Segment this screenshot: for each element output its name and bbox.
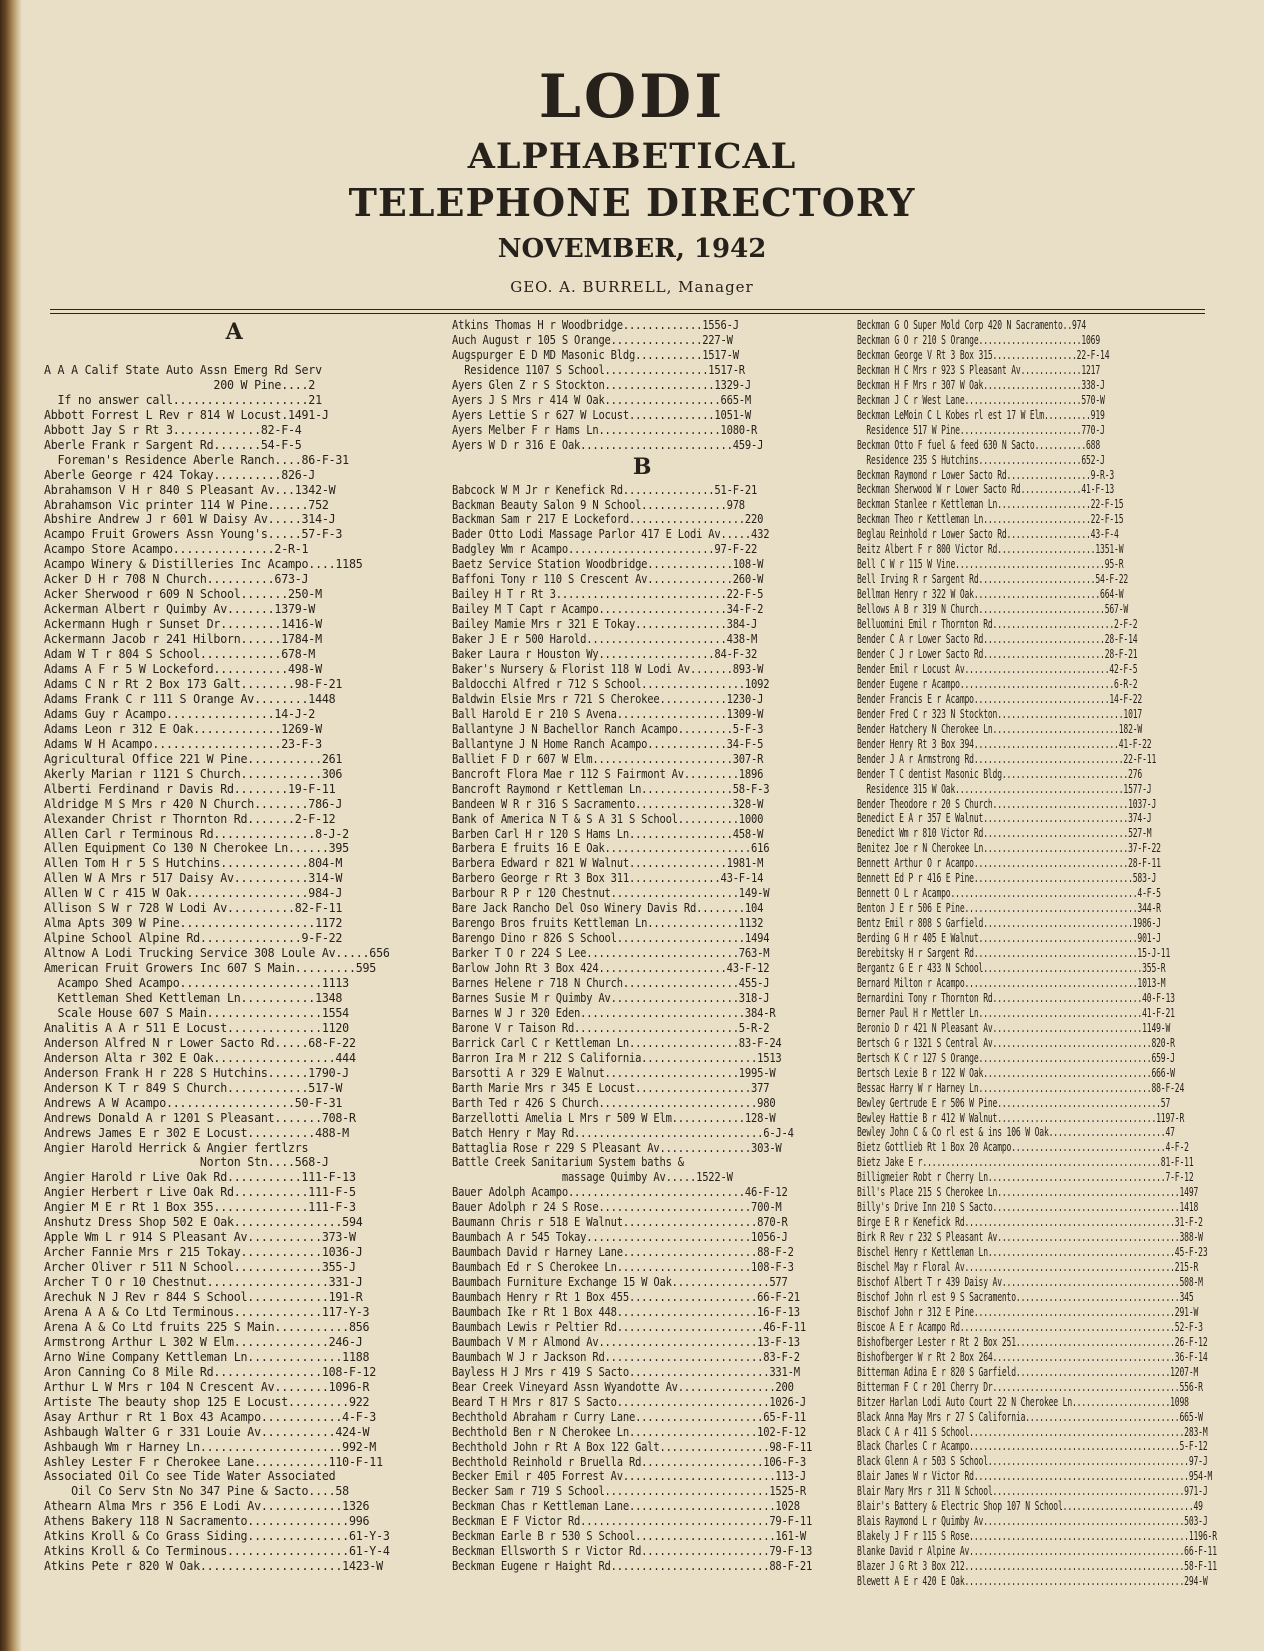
directory-entry: Billy's Drive Inn 210 S Sacto........................................1418 xyxy=(857,1200,1199,1215)
directory-entry: Bewley John C & Co rl est & ins 106 W Oak.........................47 xyxy=(857,1125,1175,1140)
directory-entry: Bender T C dentist Masonic Bldg...........................276 xyxy=(857,766,1143,781)
directory-subtitle-alphabetical: ALPHABETICAL xyxy=(467,136,797,177)
directory-entry: Athearn Alma Mrs r 356 E Lodi Av............1326 xyxy=(44,1499,370,1514)
directory-entry: Berding G H r 405 E Walnut..................................901-J xyxy=(857,931,1161,946)
directory-entry: Acker D H r 708 N Church..........673-J xyxy=(44,572,309,587)
directory-entry: Battle Creek Sanitarium System baths & xyxy=(452,1155,684,1170)
directory-entry: Auch August r 105 S Orange...............227-W xyxy=(452,332,733,347)
directory-entry: If no answer call....................21 xyxy=(44,392,322,407)
directory-entry: Allen Equipment Co 130 N Cherokee Ln......395 xyxy=(44,841,349,856)
directory-entry: Bechthold Ben r N Cherokee Ln.....................102-F-12 xyxy=(452,1424,806,1439)
directory-entry: Asay Arthur r Rt 1 Box 43 Acampo............4-F-3 xyxy=(44,1409,377,1424)
directory-entry: Bauer Adolph Acampo.............................46-F-12 xyxy=(452,1185,788,1200)
directory-entry: Residence 1107 S School.................1517-R xyxy=(452,362,745,377)
directory-entry: Bechthold Abraham r Curry Lane.....................65-F-11 xyxy=(452,1409,806,1424)
directory-entry: Agricultural Office 221 W Pine...........261 xyxy=(44,751,343,766)
directory-entry: Bechthold John r Rt A Box 122 Galt..................98-F-11 xyxy=(452,1439,813,1454)
directory-entry: Bischof Albert T r 439 Daisy Av......................................508-M xyxy=(857,1275,1203,1289)
directory-entry: Residence 235 S Hutchins......................652-J xyxy=(857,452,1105,467)
directory-entry: Ball Harold E r 210 S Avena..................1309-W xyxy=(452,706,764,721)
directory-entry: Ballantyne J N Home Ranch Acampo.............34-F-5 xyxy=(452,736,764,751)
directory-entry: Anderson Frank H r 228 S Hutchins......1790-J xyxy=(44,1065,349,1080)
directory-entry: Barnes Helene r 718 N Church...................455-J xyxy=(452,976,770,991)
directory-entry: Foreman's Residence Aberle Ranch....86-F-31 xyxy=(44,452,349,467)
directory-entry: A A A Calif State Auto Assn Emerg Rd Serv xyxy=(44,362,322,377)
directory-entry: Baumbach Ike r Rt 1 Box 448.......................16-F-13 xyxy=(452,1305,800,1319)
directory-entry: Adams W H Acampo...................23-F-3 xyxy=(44,736,322,751)
directory-entry: Atkins Kroll & Co Terminous..................61-Y-4 xyxy=(44,1544,390,1559)
directory-entry: Adams Guy r Acampo................14-J-2 xyxy=(44,706,316,721)
directory-entry: Ballantyne J N Bachellor Ranch Acampo.........5-F-3 xyxy=(452,721,764,736)
directory-entry: Bennett Ed P r 416 E Pine..................................583-J xyxy=(857,871,1157,886)
directory-entry: Bennett Arthur O r Acampo.................................28-F-11 xyxy=(857,856,1161,871)
directory-entry: Black Charles C r Acampo.............................................5-F-12 xyxy=(857,1439,1208,1454)
directory-entry: Bessac Harry W r Harney Ln.....................................88-F-24 xyxy=(857,1080,1185,1095)
directory-entry: Allison S W r 728 W Lodi Av..........82-F-11 xyxy=(44,901,343,916)
directory-entry: Abbott Forrest L Rev r 814 W Locust.1491-J xyxy=(44,407,329,422)
directory-entry: Bewley Hattie B r 412 W Walnut..................................1197-R xyxy=(857,1110,1185,1125)
directory-entry: Bischof John rl est 9 S Sacramento...................................345 xyxy=(857,1289,1194,1304)
directory-entry: Ackermann Jacob r 241 Hilborn......1784-M xyxy=(44,632,322,647)
directory-title: LODI xyxy=(538,62,726,132)
directory-entry: Alpine School Alpine Rd...............9-F-22 xyxy=(44,931,343,946)
directory-entry: Altnow A Lodi Trucking Service 308 Loule Av.....656 xyxy=(44,946,390,961)
directory-entry: Barengo Bros fruits Kettleman Ln...............1132 xyxy=(452,916,764,931)
directory-entry: Allen W C r 415 W Oak..................984-J xyxy=(44,886,343,901)
directory-entry: Barbero George r Rt 3 Box 311...............43-F-14 xyxy=(452,871,764,886)
directory-column-2 xyxy=(452,318,874,1574)
directory-subtitle-telephone: TELEPHONE DIRECTORY xyxy=(348,180,916,225)
directory-entry: Baumbach Henry r Rt 1 Box 455.....................66-F-21 xyxy=(452,1290,800,1305)
directory-entry: Augspurger E D MD Masonic Bldg...........1517-W xyxy=(452,347,739,362)
directory-entry: Bennett O L r Acampo........................................4-F-5 xyxy=(857,886,1161,901)
directory-entry: Allen W A Mrs r 517 Daisy Av...........314-W xyxy=(44,871,343,886)
directory-entry: Acampo Fruit Growers Assn Young's.....57-F-3 xyxy=(44,527,343,542)
directory-entry: Beitz Albert F r 800 Victor Rd.....................1351-W xyxy=(857,542,1124,557)
directory-entry: Angier Harold Herrick & Angier fertlzrs xyxy=(44,1140,309,1155)
directory-entry: Scale House 607 S Main.................1554 xyxy=(44,1005,349,1020)
directory-entry: Bailey M T Capt r Acampo.....................34-F-2 xyxy=(452,602,764,617)
directory-entry: Beckman G O Super Mold Corp 420 N Sacramento..974 xyxy=(857,318,1087,332)
directory-entry: Artiste The beauty shop 125 E Locust.........922 xyxy=(44,1394,370,1409)
directory-entry: Atkins Kroll & Co Grass Siding...............61-Y-3 xyxy=(44,1529,390,1544)
directory-entry: Beckman H F Mrs r 307 W Oak.....................338-J xyxy=(857,377,1105,392)
directory-entry: Acker Sherwood r 609 N School.......250-M xyxy=(44,587,322,602)
directory-entry: Atkins Pete r 820 W Oak.....................1423-W xyxy=(44,1559,383,1574)
directory-entry: Bitterman F C r 201 Cherry Dr........................................556-R xyxy=(857,1379,1203,1394)
directory-entry: Bechthold Reinhold r Bruella Rd....................106-F-3 xyxy=(452,1454,806,1469)
directory-entry: Barker T O r 224 S Lee.........................763-M xyxy=(452,946,770,961)
directory-entry: Blair Mary Mrs r 311 N School.........................................971-J xyxy=(857,1484,1208,1499)
directory-entry: Beronio D r 421 N Pleasant Av................................1149-W xyxy=(857,1020,1171,1035)
directory-entry: Alberti Ferdinand r Davis Rd........19-F-11 xyxy=(44,781,336,796)
directory-entry: Bayless H J Mrs r 419 S Sacto.......................331-M xyxy=(452,1364,800,1379)
directory-entry: Bader Otto Lodi Massage Parlor 417 E Lodi Av.....432 xyxy=(452,527,770,542)
directory-entry: Billigmeier Robt r Cherry Ln......................................7-F-12 xyxy=(857,1170,1194,1185)
directory-entry: Barron Ira M r 212 S California...................1513 xyxy=(452,1050,782,1065)
directory-entry: Acampo Shed Acampo.....................1113 xyxy=(44,976,349,991)
directory-entry: Bietz Jake E r...................................................81-F-11 xyxy=(857,1155,1194,1170)
directory-entry: Archer Fannie Mrs r 215 Tokay............1036-J xyxy=(44,1245,363,1260)
directory-entry: Belluomini Emil r Thornton Rd..........................2-F-2 xyxy=(857,617,1138,632)
directory-entry: Beckman LeMoin C L Kobes rl est 17 W Elm..........919 xyxy=(857,407,1105,422)
directory-entry: Baumbach V M r Almond Av..........................13-F-13 xyxy=(452,1334,800,1349)
directory-entry: Ayers J S Mrs r 414 W Oak...................665-M xyxy=(452,392,752,407)
directory-entry: Angier Harold r Live Oak Rd...........111-F-13 xyxy=(44,1170,356,1185)
directory-entry: Bender Fred C r 323 N Stockton...........................1017 xyxy=(857,706,1143,721)
directory-entry: Backman Beauty Salon 9 N School..............978 xyxy=(452,497,745,512)
directory-entry: Baffoni Tony r 110 S Crescent Av..............260-W xyxy=(452,572,764,587)
directory-entry: Beckman Chas r Kettleman Lane........................1028 xyxy=(452,1499,800,1514)
directory-entry: Bernardini Tony r Thornton Rd................................40-F-13 xyxy=(857,990,1175,1005)
directory-entry: Barnes Susie M r Quimby Av.....................318-J xyxy=(452,990,770,1005)
directory-entry: Bertsch G r 1321 S Central Av..................................820-R xyxy=(857,1035,1175,1050)
directory-entry: Barlow John Rt 3 Box 424.....................43-F-12 xyxy=(452,961,770,976)
directory-entry: Arthur L W Mrs r 104 N Crescent Av........1096-R xyxy=(44,1379,370,1394)
directory-entry: Kettleman Shed Kettleman Ln...........1348 xyxy=(44,990,343,1005)
directory-entry: Bentz Emil r 808 S Garfield................................1986-J xyxy=(857,916,1161,931)
directory-entry: Archer Oliver r 511 N School.............355-J xyxy=(44,1260,356,1275)
directory-entry: Baumbach A r 545 Tokay...........................1056-J xyxy=(452,1230,788,1245)
manager-credit: GEO. A. BURRELL, Manager xyxy=(510,278,754,296)
directory-entry: Baker J E r 500 Harold.......................438-M xyxy=(452,632,758,647)
directory-entry: Bietz Gottlieb Rt 1 Box 20 Acampo.................................4-F-2 xyxy=(857,1140,1189,1155)
directory-entry: Barth Ted r 426 S Church..........................980 xyxy=(452,1095,776,1110)
directory-entry: Bertsch K C r 127 S Orange.....................................659-J xyxy=(857,1050,1175,1065)
directory-entry: Berebitsky H r Sargent Rd...................................15-J-11 xyxy=(857,946,1171,961)
directory-entry: Alma Apts 309 W Pine....................1172 xyxy=(44,916,343,931)
directory-entry: Ashbaugh Wm r Harney Ln.....................992-M xyxy=(44,1439,377,1454)
directory-entry: Bender Henry Rt 3 Box 394...............................41-F-22 xyxy=(857,736,1152,751)
directory-entry: Armstrong Arthur L 302 W Elm..............246-J xyxy=(44,1334,363,1349)
directory-entry: Anshutz Dress Shop 502 E Oak................594 xyxy=(44,1215,363,1230)
directory-entry: Ayers Glen Z r S Stockton..................1329-J xyxy=(452,377,752,392)
directory-entry: Allen Carl r Terminous Rd...............8-J-2 xyxy=(44,826,349,841)
directory-entry: Blais Raymond L r Quimby Av...........................................503-J xyxy=(857,1514,1208,1529)
directory-entry: Ayers W D r 316 E Oak.........................459-J xyxy=(452,437,764,452)
directory-entry: Bell Irving R r Sargent Rd.........................54-F-22 xyxy=(857,572,1129,587)
directory-entry: Adams C N r Rt 2 Box 173 Galt........98-F-21 xyxy=(44,676,343,691)
directory-entry: Beckman Eugene r Haight Rd..........................88-F-21 xyxy=(452,1559,813,1574)
directory-entry: Bitzer Harlan Lodi Auto Court 22 N Cherokee Ln.....................1098 xyxy=(857,1394,1189,1409)
directory-entry: Bancroft Raymond r Kettleman Ln...............58-F-3 xyxy=(452,781,770,796)
directory-date: NOVEMBER, 1942 xyxy=(497,234,767,264)
directory-entry: Bender C J r Lower Sacto Rd..........................28-F-21 xyxy=(857,646,1138,661)
directory-entry: Beckman George V Rt 3 Box 315..................22-F-14 xyxy=(857,347,1110,362)
directory-entry: Adam W T r 804 S School............678-M xyxy=(44,647,316,662)
directory-entry: Barbour R P r 120 Chestnut.....................149-W xyxy=(452,886,770,901)
directory-entry: Andrews Donald A r 1201 S Pleasant.......708-R xyxy=(44,1110,356,1125)
directory-entry: Bender Theodore r 20 S Church.............................1037-J xyxy=(857,796,1157,811)
directory-entry: Bender C A r Lower Sacto Rd..........................28-F-14 xyxy=(857,632,1138,647)
directory-entry: Batch Henry r May Rd...............................6-J-4 xyxy=(452,1125,794,1140)
directory-entry: Baldocchi Alfred r 712 S School.................1092 xyxy=(452,676,770,691)
directory-entry: Bare Jack Rancho Del Oso Winery Davis Rd........104 xyxy=(452,901,764,916)
directory-entry: Abshire Andrew J r 601 W Daisy Av.....314-J xyxy=(44,512,336,527)
directory-entry: Bellows A B r 319 N Church...........................567-W xyxy=(857,602,1129,617)
directory-entry: Baker's Nursery & Florist 118 W Lodi Av.......893-W xyxy=(452,662,764,677)
directory-entry: Black C A r 411 S School..............................................283-M xyxy=(857,1424,1208,1439)
directory-entry: Barben Carl H r 120 S Hams Ln.................458-W xyxy=(452,826,764,841)
directory-entry: Badgley Wm r Acampo........................97-F-22 xyxy=(452,542,758,557)
directory-entry: Beckman E F Victor Rd...............................79-F-11 xyxy=(452,1514,813,1529)
directory-entry: Bischel May r Floral Av.............................................215-R xyxy=(857,1260,1199,1275)
directory-entry: Baldwin Elsie Mrs r 721 S Cherokee...........1230-J xyxy=(452,691,764,706)
directory-entry: Beckman G O r 210 S Orange......................1069 xyxy=(857,332,1101,347)
directory-entry: Abrahamson Vic printer 114 W Pine......752 xyxy=(44,497,329,512)
directory-entry: Bewley Gertrude E r 506 W Pine...................................57 xyxy=(857,1095,1171,1110)
directory-entry: Blanke David r Alpine Av..............................................66-F-11 xyxy=(857,1544,1217,1559)
directory-entry: Angier M E r Rt 1 Box 355..............111-F-3 xyxy=(44,1200,356,1215)
directory-entry: Athens Bakery 118 N Sacramento...............996 xyxy=(44,1514,370,1529)
directory-entry: Balliet F D r 607 W Elm.......................307-R xyxy=(452,751,764,766)
directory-entry: Barth Marie Mrs r 345 E Locust...................377 xyxy=(452,1080,770,1095)
directory-entry: Bishofberger W r Rt 2 Box 264.......................................36-F-14 xyxy=(857,1349,1208,1364)
directory-entry: Black Anna May Mrs r 27 S California.................................665-W xyxy=(857,1409,1203,1424)
directory-entry: Ashbaugh Walter G r 331 Louie Av...........424-W xyxy=(44,1424,370,1439)
directory-entry: Bear Creek Vineyard Assn Wyandotte Av................200 xyxy=(452,1379,794,1394)
directory-entry: massage Quimby Av.....1522-W xyxy=(452,1170,733,1185)
directory-entry: Bischel Henry r Kettleman Ln........................................45-F-23 xyxy=(857,1245,1208,1260)
directory-entry: Benton J E r 506 E Pine.....................................344-R xyxy=(857,901,1161,916)
directory-entry: Acampo Store Acampo...............2-R-1 xyxy=(44,542,309,557)
directory-entry: Baumbach David r Harney Lane......................88-F-2 xyxy=(452,1245,794,1260)
section-letter: A xyxy=(225,319,243,345)
directory-entry: Birge E R r Kenefick Rd.............................................31-F-2 xyxy=(857,1215,1203,1230)
directory-entry: Ayers Melber F r Hams Ln....................1080-R xyxy=(452,422,758,437)
directory-entry xyxy=(44,348,404,363)
directory-entry: Aron Canning Co 8 Mile Rd................108-F-12 xyxy=(44,1364,377,1379)
directory-entry: Abrahamson V H r 840 S Pleasant Av...1342-W xyxy=(44,482,336,497)
directory-entry: Adams Leon r 312 E Oak.............1269-W xyxy=(44,721,322,736)
directory-entry: Battaglia Rose r 229 S Pleasant Av...............303-W xyxy=(452,1140,782,1155)
directory-entry: Bandeen W R r 316 S Sacramento................328-W xyxy=(452,796,764,811)
directory-entry: Baumbach W J r Jackson Rd..........................83-F-2 xyxy=(452,1349,800,1364)
directory-entry: Barone V r Taison Rd...........................5-R-2 xyxy=(452,1020,770,1035)
directory-entry: Birk R Rev r 232 S Pleasant Av.......................................388-W xyxy=(857,1230,1203,1245)
directory-entry: Bertsch Lexie B r 122 W Oak....................................666-W xyxy=(857,1065,1175,1080)
directory-entry: Biscoe A E r Acampo Rd..............................................52-F-3 xyxy=(857,1319,1203,1334)
directory-entry: Apple Wm L r 914 S Pleasant Av...........373-W xyxy=(44,1230,356,1245)
directory-entry: Residence 517 W Pine..........................770-J xyxy=(857,422,1105,437)
directory-entry: Alexander Christ r Thornton Rd.......2-F-12 xyxy=(44,811,336,826)
directory-entry: Bender J A r Armstrong Rd................................22-F-11 xyxy=(857,751,1157,766)
directory-entry: 200 W Pine....2 xyxy=(44,377,316,392)
directory-entry: Baetz Service Station Woodbridge..............108-W xyxy=(452,557,764,572)
directory-entry: Beckman Stanlee r Kettleman Ln....................22-F-15 xyxy=(857,497,1124,512)
directory-entry: Baumbach Lewis r Peltier Rd........................46-F-11 xyxy=(452,1319,806,1334)
directory-entry: Bank of America N T & S A 31 S School..........1000 xyxy=(452,811,764,826)
directory-entry: Beckman J C r West Lane.........................570-W xyxy=(857,392,1105,407)
directory-entry: Archer T O r 10 Chestnut..................331-J xyxy=(44,1275,363,1290)
directory-entry: Becker Emil r 405 Forrest Av.........................113-J xyxy=(452,1469,806,1484)
directory-entry: Barrick Carl C r Kettleman Ln..................83-F-24 xyxy=(452,1035,782,1050)
directory-column-3 xyxy=(857,318,1264,1589)
directory-entry: Baumbach Ed r S Cherokee Ln......................108-F-3 xyxy=(452,1260,794,1275)
directory-entry: Blewett A E r 420 E Oak...............................................294-W xyxy=(857,1574,1208,1589)
directory-entry: Beckman Earle B r 530 S School.......................161-W xyxy=(452,1529,806,1544)
directory-entry: Bischof John r 312 E Pine...........................................291-W xyxy=(857,1304,1199,1319)
directory-entry: Residence 315 W Oak....................................1577-J xyxy=(857,781,1152,796)
directory-entry: Backman Sam r 217 E Lockeford...................220 xyxy=(452,512,764,527)
directory-entry: Bender Emil r Locust Av...............................42-F-5 xyxy=(857,661,1138,676)
directory-entry: Andrews James E r 302 E Locust..........488-M xyxy=(44,1125,349,1140)
directory-entry: Bellman Henry r 322 W Oak...........................664-W xyxy=(857,587,1124,602)
directory-entry: Bernard Milton r Acampo.....................................1013-M xyxy=(857,975,1166,990)
directory-entry: American Fruit Growers Inc 607 S Main.........595 xyxy=(44,961,377,976)
directory-entry: Analitis A A r 511 E Locust..............1120 xyxy=(44,1020,349,1035)
directory-entry: Beard T H Mrs r 817 S Sacto.........................1026-J xyxy=(452,1394,806,1409)
directory-entry: Associated Oil Co see Tide Water Associated xyxy=(44,1469,336,1484)
directory-entry: Bishofberger Lester r Rt 2 Box 251..................................26-F-12 xyxy=(857,1334,1208,1349)
directory-entry: Barengo Dino r 826 S School.....................1494 xyxy=(452,931,770,946)
directory-entry: Beckman Otto F fuel & feed 630 N Sacto...........688 xyxy=(857,437,1101,452)
directory-entry: Blazer J G Rt 3 Box 212...............................................58-F-11 xyxy=(857,1559,1217,1574)
directory-entry: Barbera Edward r 821 W Walnut................1981-M xyxy=(452,856,764,871)
directory-entry: Black Glenn A r 503 S School...........................................97-J xyxy=(857,1454,1208,1469)
directory-entry: Barzellotti Amelia L Mrs r 509 W Elm............128-W xyxy=(452,1110,776,1125)
directory-entry: Benitez Joe r N Cherokee Ln...............................37-F-22 xyxy=(857,841,1161,856)
directory-entry: Arechuk N J Rev r 844 S School............191-R xyxy=(44,1290,363,1305)
directory-entry: Arena A & Co Ltd fruits 225 S Main...........856 xyxy=(44,1319,370,1334)
directory-entry: Atkins Thomas H r Woodbridge.............1556-J xyxy=(452,318,739,332)
directory-entry: Baumann Chris r 518 E Walnut......................870-R xyxy=(452,1215,788,1230)
directory-entry: Bergantz G E r 433 N School..................................355-R xyxy=(857,960,1166,975)
directory-entry: Bell C W r 115 W Vine................................95-R xyxy=(857,557,1124,572)
directory-entry: Aldridge M S Mrs r 420 N Church........786-J xyxy=(44,796,343,811)
directory-entry: Babcock W M Jr r Kenefick Rd...............51-F-21 xyxy=(452,482,758,497)
directory-entry: Barnes W J r 320 Eden...........................384-R xyxy=(452,1005,776,1020)
directory-entry: Bender Francis E r Acampo.............................14-F-22 xyxy=(857,691,1143,706)
directory-entry: Oil Co Serv Stn No 347 Pine & Sacto....58 xyxy=(44,1484,349,1499)
directory-column-1 xyxy=(44,318,424,1574)
directory-entry: Barsotti A r 329 E Walnut......................1995-W xyxy=(452,1065,776,1080)
directory-entry: Ackermann Hugh r Sunset Dr.........1416-W xyxy=(44,617,322,632)
directory-entry: Bitterman Adina E r 820 S Garfield.................................1207-M xyxy=(857,1364,1199,1379)
directory-entry: Anderson K T r 849 S Church............517-W xyxy=(44,1080,343,1095)
directory-entry: Aberle Frank r Sargent Rd.......54-F-5 xyxy=(44,437,302,452)
directory-entry: Acampo Winery & Distilleries Inc Acampo....1185 xyxy=(44,557,363,572)
directory-entry: Aberle George r 424 Tokay..........826-J xyxy=(44,467,316,482)
directory-entry: Arno Wine Company Kettleman Ln..............1188 xyxy=(44,1349,370,1364)
directory-entry: Bailey H T r Rt 3............................22-F-5 xyxy=(452,587,764,602)
directory-entry: Norton Stn....568-J xyxy=(44,1155,329,1170)
directory-entry: Baker Laura r Houston Wy...................84-F-32 xyxy=(452,647,758,662)
directory-entry: Bancroft Flora Mae r 112 S Fairmont Av.........1896 xyxy=(452,766,764,781)
directory-entry: Abbott Jay S r Rt 3.............82-F-4 xyxy=(44,422,302,437)
directory-entry: Baumbach Furniture Exchange 15 W Oak................577 xyxy=(452,1275,788,1290)
directory-entry: Blair James W r Victor Rd..............................................954-M xyxy=(857,1469,1213,1484)
directory-entry: Bender Hatchery N Cherokee Ln...........................182-W xyxy=(857,721,1143,736)
directory-entry: Barbera E fruits 16 E Oak........................616 xyxy=(452,841,770,856)
directory-entry: Blair's Battery & Electric Shop 107 N School............................49 xyxy=(857,1499,1203,1514)
directory-entry: Bill's Place 215 S Cherokee Ln.......................................1497 xyxy=(857,1185,1199,1200)
directory-entry: Ashley Lester F r Cherokee Lane...........110-F-11 xyxy=(44,1454,383,1469)
header-rule-top xyxy=(50,309,1205,310)
directory-entry: Berner Paul H r Mettler Ln...................................41-F-21 xyxy=(857,1005,1175,1020)
directory-entry: Benedict Wm r 810 Victor Rd...............................527-M xyxy=(857,826,1152,841)
directory-entry: Adams Frank C r 111 S Orange Av........1448 xyxy=(44,691,336,706)
directory-entry: Andrews A W Acampo...................50-F-31 xyxy=(44,1095,343,1110)
directory-entry: Angier Herbert r Live Oak Rd...........111-F-5 xyxy=(44,1185,356,1200)
directory-entry: Bailey Mamie Mrs r 321 E Tokay...............384-J xyxy=(452,617,758,632)
directory-entry: Beckman Sherwood W r Lower Sacto Rd.............41-F-13 xyxy=(857,482,1115,497)
directory-entry: Arena A A & Co Ltd Terminous.............117-Y-3 xyxy=(44,1305,370,1319)
directory-entry: Becker Sam r 719 S School...........................1525-R xyxy=(452,1484,806,1499)
directory-entry: Allen Tom H r 5 S Hutchins.............804-M xyxy=(44,856,343,871)
directory-entry: Beckman Raymond r Lower Sacto Rd..................9-R-3 xyxy=(857,467,1115,482)
directory-entry: Anderson Alfred N r Lower Sacto Rd.....68-F-22 xyxy=(44,1035,356,1050)
directory-entry: Ayers Lettie S r 627 W Locust..............1051-W xyxy=(452,407,752,422)
header-rule-bottom xyxy=(50,313,1205,314)
directory-entry: Beglau Reinhold r Lower Sacto Rd..................43-F-4 xyxy=(857,527,1119,542)
directory-entry: Anderson Alta r 302 E Oak..................444 xyxy=(44,1050,356,1065)
directory-entry: Ackerman Albert r Quimby Av.......1379-W xyxy=(44,602,316,617)
directory-entry: Beckman Theo r Kettleman Ln.......................22-F-15 xyxy=(857,512,1124,527)
directory-entry: Benedict E A r 357 E Walnut...............................374-J xyxy=(857,811,1152,826)
directory-entry: Beckman H C Mrs r 923 S Pleasant Av.............1217 xyxy=(857,362,1101,377)
directory-entry: Bender Eugene r Acampo.................................6-R-2 xyxy=(857,676,1138,691)
directory-entry: Bauer Adolph r 24 S Rose.........................700-M xyxy=(452,1200,782,1215)
directory-entry: Akerly Marian r 1121 S Church............306 xyxy=(44,766,343,781)
directory-entry: Adams A F r 5 W Lockeford...........498-W xyxy=(44,662,322,677)
directory-entry: Blakely J F r 115 S Rose...............................................1196-R xyxy=(857,1529,1217,1544)
section-letter: B xyxy=(632,453,652,480)
directory-entry: Beckman Ellsworth S r Victor Rd.....................79-F-13 xyxy=(452,1544,813,1559)
